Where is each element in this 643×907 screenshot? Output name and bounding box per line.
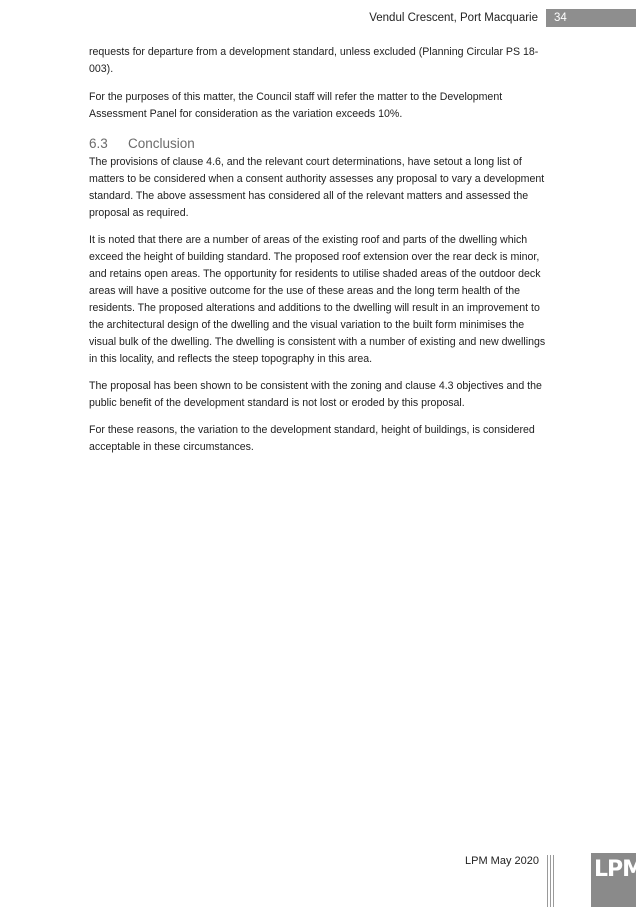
running-header-title: Vendul Crescent, Port Macquarie bbox=[369, 12, 538, 24]
paragraph-referral: For the purposes of this matter, the Council staff will refer the matter to the Development Assessment Panel for consideration as the variation exceeds 10%. bbox=[89, 91, 503, 120]
footer-rule bbox=[547, 855, 548, 907]
lpm-logo bbox=[591, 853, 643, 907]
paragraph-existing-roof: It is noted that there are a number of areas of the existing roof and parts of the dwelling which exceed the height of building standard. The proposed roof extension over the rear deck is minor, and retains open areas. The opportunity for residents to utilise shaded areas of the outdoor deck areas will have a positive outcome for the use of these areas and the long term health of the residents. The proposed alterations and additions to the dwelling will result in an improvement to the architectural design of the dwelling and the visual variation to the built form minimises the visual bulk of the dwelling. The dwelling is consistent with a number of existing and new dwellings in this locality, and reflects the steep topography in this area. bbox=[89, 234, 546, 365]
section-number: 6.3 bbox=[89, 136, 108, 151]
page-body bbox=[89, 44, 551, 466]
footer-rule bbox=[550, 855, 551, 907]
paragraph-reasons: For these reasons, the variation to the development standard, height of buildings, is considered acceptable in these circumstances. bbox=[89, 424, 535, 453]
footer-date: LPM May 2020 bbox=[465, 855, 539, 867]
paragraph-consistency: The proposal has been shown to be consistent with the zoning and clause 4.3 objectives and the public benefit of the development standard is not lost or eroded by this proposal. bbox=[89, 380, 542, 409]
page-number: 34 bbox=[554, 12, 567, 24]
footer-rule bbox=[553, 855, 554, 907]
paragraph-continued: requests for departure from a development standard, unless excluded (Planning Circular PS 18-003). bbox=[89, 46, 539, 75]
section-heading bbox=[89, 135, 551, 152]
lpm-logo-text: LPM bbox=[594, 857, 643, 882]
page-number-box bbox=[546, 9, 636, 27]
section-title: Conclusion bbox=[128, 136, 195, 151]
paragraph-provisions: The provisions of clause 4.6, and the relevant court determinations, have setout a long list of matters to be considered when a consent authority assesses any proposal to vary a development standard. The above assessment has considered all of the relevant matters and assessed the proposal as required. bbox=[89, 156, 545, 219]
